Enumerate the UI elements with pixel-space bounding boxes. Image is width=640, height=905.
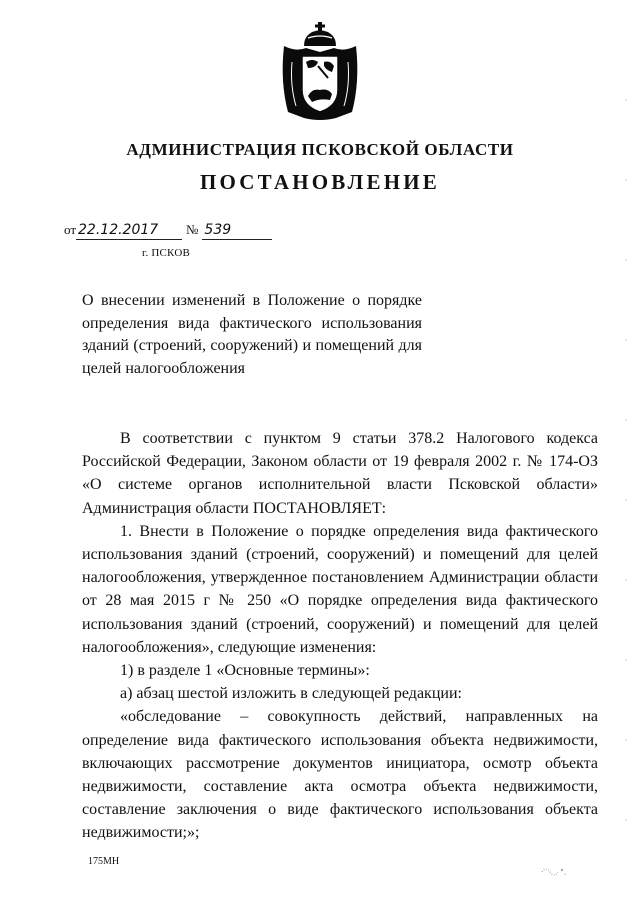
body-paragraph: 1. Внести в Положение о порядке определения вида фактического использования зданий (строений, сооружений) и помещений для целей налогообложения, утвержденное постановлением Администрации области от 28 мая 2015 г № 250 «О порядке определения вида фактического использования зданий (строений, сооружений) и помещений для целей налогообложения», следующие изменения:	[82, 522, 598, 656]
document-subject: О внесении изменений в Положение о порядке определения вида фактического использования зданий (строений, сооружений) и помещений для целей налогообложения	[82, 292, 422, 377]
document-body	[82, 427, 598, 845]
date-prefix: от	[64, 222, 77, 237]
date-number-line	[64, 222, 272, 240]
body-paragraph: «обследование – совокупность действий, направленных на определение вида фактического использования объекта недвижимости, включающих рассмотрение документов инициатора, осмотр объекта недвижимости, составление акта осмотра объекта недвижимости, составление заключения о виде фактического использования объекта недвижимости;»;	[82, 708, 598, 842]
scan-edge-dots	[622, 90, 630, 890]
organization-title: АДМИНИСТРАЦИЯ ПСКОВСКОЙ ОБЛАСТИ	[126, 140, 514, 159]
number-prefix: №	[186, 222, 199, 237]
number-field: 539	[202, 222, 272, 240]
scan-artifact-mark	[540, 864, 568, 878]
coat-of-arms-emblem	[274, 22, 366, 122]
body-paragraph: 1) в разделе 1 «Основные термины»:	[120, 662, 370, 680]
body-paragraph: В соответствии с пунктом 9 статьи 378.2 Налогового кодекса Российской Федерации, Законом области от 19 февраля 2002 г. № 174-ОЗ «О системе органов исполнительной власти Псковской области» Администрация области ПОСТАНОВЛЯЕТ:	[82, 430, 598, 517]
body-paragraph: а) абзац шестой изложить в следующей редакции:	[120, 685, 462, 703]
date-field: 22.12.2017	[76, 222, 182, 240]
city-label: г. ПСКОВ	[142, 247, 190, 259]
document-type-title: ПОСТАНОВЛЕНИЕ	[199, 170, 441, 194]
footer-code: 175МН	[88, 856, 120, 867]
